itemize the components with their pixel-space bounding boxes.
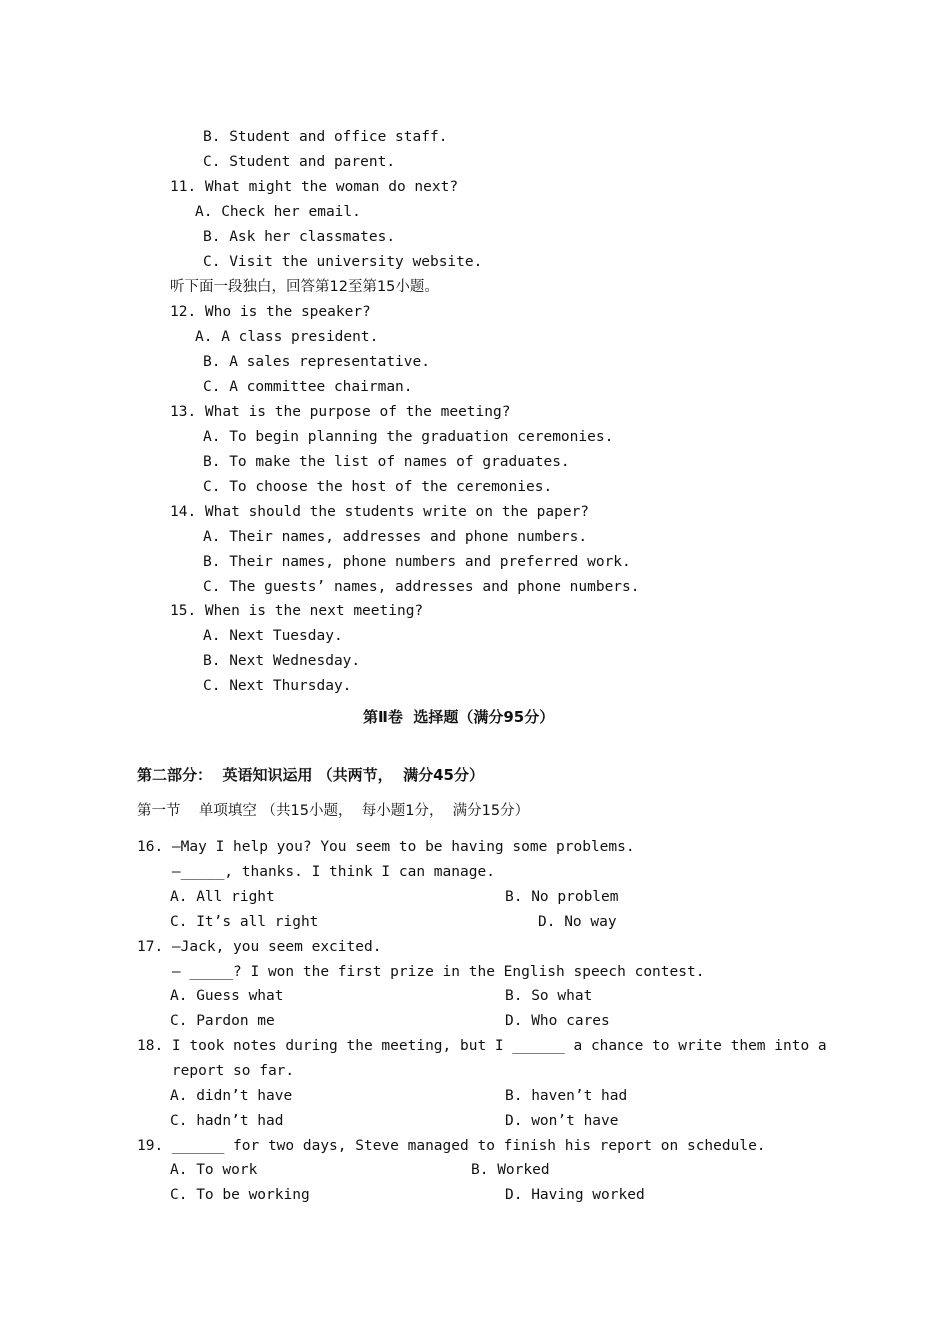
q14-stem: 14. What should the students write on the paper? [170, 504, 590, 520]
q16-option-c: C. It’s all right [170, 914, 319, 930]
q14-option-c: C. The guests’ names, addresses and phone numbers. [203, 579, 640, 595]
q18-option-a: A. didn’t have [170, 1088, 293, 1104]
q18-option-c: C. hadn’t had [170, 1113, 284, 1129]
q14-option-a: A. Their names, addresses and phone numbers. [203, 529, 588, 545]
q13-option-a: A. To begin planning the graduation ceremonies. [203, 429, 614, 445]
q18-option-d: D. won’t have [505, 1113, 619, 1129]
q18-option-b: B. haven’t had [505, 1088, 628, 1104]
q17-option-d: D. Who cares [505, 1013, 610, 1029]
q12-option-a: A. A class president. [195, 329, 379, 345]
q16-option-a: A. All right [170, 889, 275, 905]
q15-stem: 15. When is the next meeting? [170, 603, 424, 619]
q17-option-a: A. Guess what [170, 988, 284, 1004]
q13-option-b: B. To make the list of names of graduates. [203, 454, 570, 470]
q13-option-c: C. To choose the host of the ceremonies. [203, 479, 553, 495]
q11-stem: 11. What might the woman do next? [170, 179, 459, 195]
q16-line1: 16. —May I help you? You seem to be having some problems. [137, 839, 635, 855]
q14-option-b: B. Their names, phone numbers and preferred work. [203, 554, 631, 570]
q19-line1: 19. ______ for two days, Steve managed to finish his report on schedule. [137, 1138, 766, 1154]
q16-line2: —_____, thanks. I think I can manage. [137, 864, 495, 880]
monologue-instruction: 听下面一段独白，回答第12至第15小题。 [170, 279, 439, 295]
q18-line1: 18. I took notes during the meeting, but I ______ a chance to write them into a [137, 1038, 827, 1054]
q15-option-c: C. Next Thursday. [203, 678, 352, 694]
q11-option-b: B. Ask her classmates. [203, 229, 396, 245]
volume2-title: 第Ⅱ卷 选择题（满分95分） [363, 708, 555, 726]
q12-option-c: C. A committee chairman. [203, 379, 413, 395]
q12-stem: 12. Who is the speaker? [170, 304, 371, 320]
part2-title: 第二部分： 英语知识运用 （共两节， 满分45分） [137, 766, 484, 784]
q17-line1: 17. —Jack, you seem excited. [137, 939, 382, 955]
q11-option-c: C. Visit the university website. [203, 254, 483, 270]
q19-option-b: B. Worked [471, 1162, 550, 1178]
q13-stem: 13. What is the purpose of the meeting? [170, 404, 511, 420]
q19-option-a: A. To work [170, 1162, 258, 1178]
q16-option-d: D. No way [538, 914, 617, 930]
q17-option-b: B. So what [505, 988, 593, 1004]
section1-title: 第一节 单项填空 （共15小题， 每小题1分， 满分15分） [137, 803, 530, 819]
q10-option-c: C. Student and parent. [203, 154, 396, 170]
q15-option-a: A. Next Tuesday. [203, 628, 343, 644]
q19-option-c: C. To be working [170, 1187, 310, 1203]
q12-option-b: B. A sales representative. [203, 354, 430, 370]
q11-option-a: A. Check her email. [195, 204, 361, 220]
q16-option-b: B. No problem [505, 889, 619, 905]
q19-option-d: D. Having worked [505, 1187, 645, 1203]
q10-option-b: B. Student and office staff. [203, 129, 448, 145]
q17-line2: — _____? I won the first prize in the English speech contest. [137, 964, 705, 980]
q15-option-b: B. Next Wednesday. [203, 653, 361, 669]
q18-line2: report so far. [137, 1063, 295, 1079]
q17-option-c: C. Pardon me [170, 1013, 275, 1029]
